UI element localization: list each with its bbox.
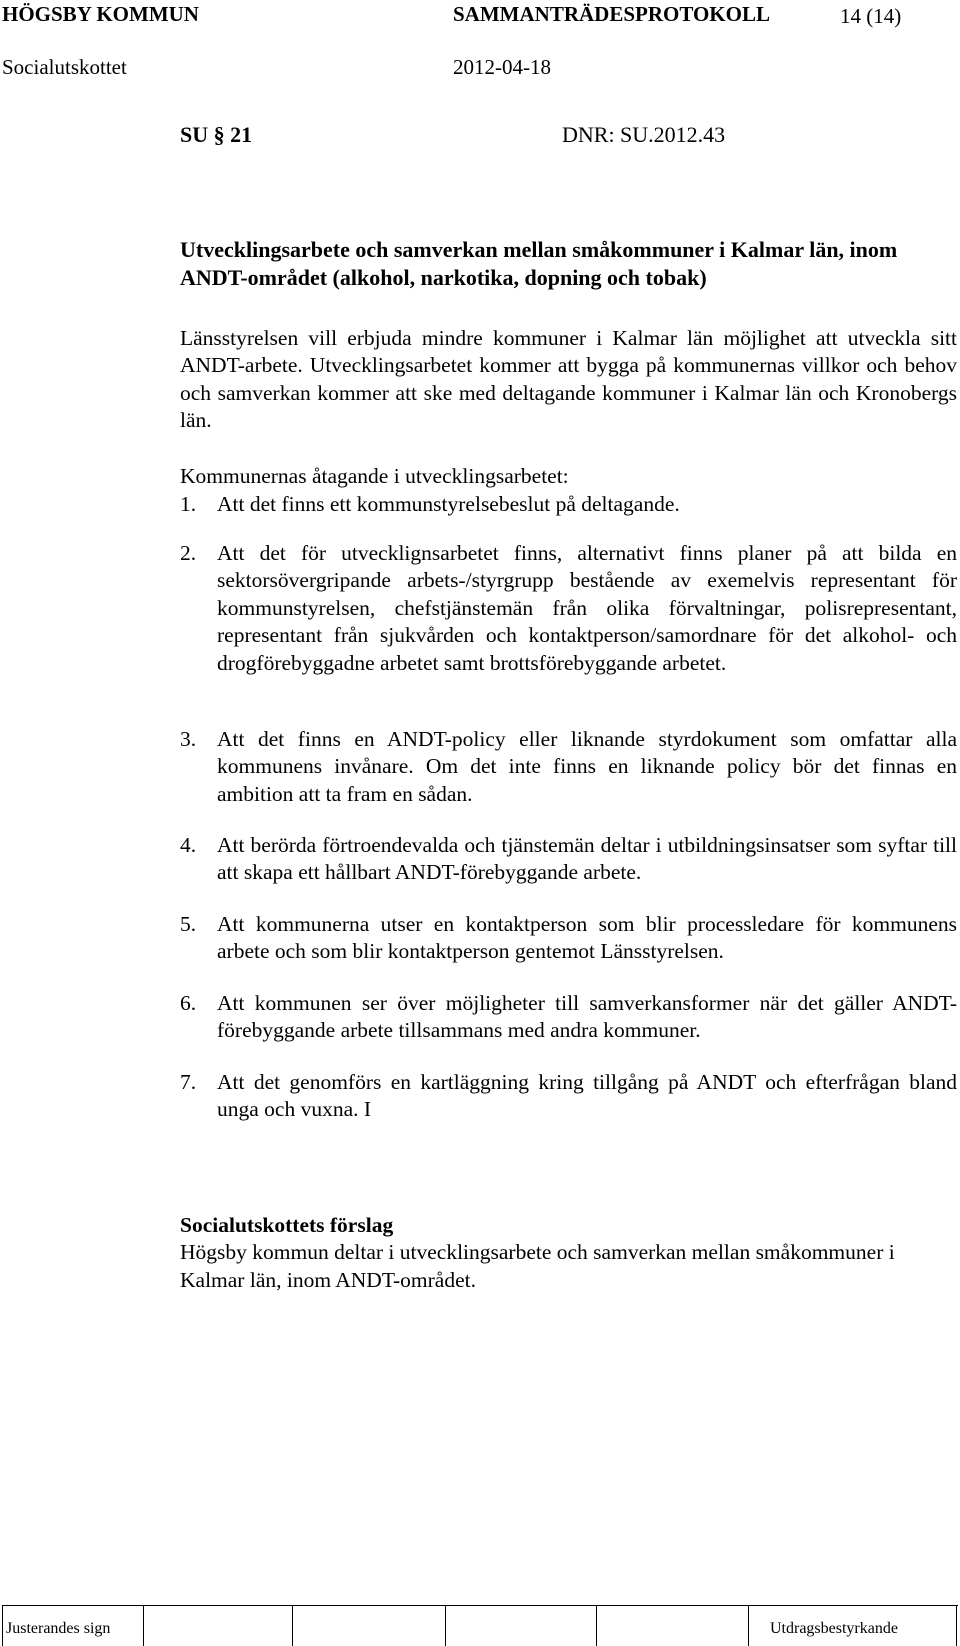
list-item [180, 1069, 957, 1124]
municipality-name: HÖGSBY KOMMUN [2, 2, 199, 26]
list-lead: Kommunernas åtagande i utvecklingsarbetet: [180, 464, 569, 488]
list-item-number: 1. [180, 492, 197, 516]
list-item-text: Att kommunerna utser en kontaktperson som blir processledare för kommunens arbete och som blir kontaktperson gentemot Länsstyrelsen. [217, 912, 957, 964]
list-item-text: Att berörda förtroendevalda och tjänstemän deltar i utbildningsinsatser som syftar till att skapa ett hållbart ANDT-förebyggande arbete. [217, 833, 957, 885]
list-item-text: Att kommunen ser över möjligheter till samverkansformer när det gäller ANDT-förebyggande arbete tillsammans med andra kommuner. [217, 991, 957, 1043]
list-item [180, 990, 957, 1045]
footer-sign-box-border [748, 1605, 749, 1646]
list-item-number: 5. [180, 912, 197, 936]
page-number: 14 (14) [840, 4, 902, 28]
list-item-number: 2. [180, 541, 197, 565]
proposal-block [180, 1212, 957, 1294]
list-item-number: 6. [180, 991, 197, 1015]
list-item-number: 4. [180, 833, 197, 857]
list-item [180, 726, 957, 808]
footer-utdragsbestyrkande: Utdragsbestyrkande [770, 1620, 898, 1637]
footer-justerandes-sign: Justerandes sign [6, 1620, 111, 1637]
footer-sign-box-border [143, 1605, 144, 1646]
list-item-text: Att det finns en ANDT-policy eller liknande styrdokument som omfattar alla kommunens invånare. Om det inte finns en liknande policy bör det finnas en ambition att ta fram en sådan. [217, 727, 957, 806]
footer-divider [2, 1605, 958, 1606]
footer-sign-box-border [445, 1605, 446, 1646]
footer-right-border [956, 1605, 957, 1646]
section-number: SU § 21 [180, 122, 253, 147]
case-number: DNR: SU.2012.43 [562, 122, 726, 147]
list-item-text: Att det finns ett kommunstyrelsebeslut på deltagande. [217, 492, 680, 516]
department: Socialutskottet [2, 55, 127, 79]
proposal-text: Högsby kommun deltar i utvecklingsarbete och samverkan mellan småkommuner i Kalmar län, inom ANDT-området. [180, 1240, 895, 1292]
proposal-title: Socialutskottets förslag [180, 1213, 394, 1237]
list-item [180, 911, 957, 966]
list-item [180, 540, 957, 677]
meeting-date: 2012-04-18 [453, 55, 551, 79]
footer-sign-box-border [292, 1605, 293, 1646]
list-item [180, 832, 957, 887]
footer-left-border [2, 1605, 3, 1646]
list-item-number: 7. [180, 1070, 197, 1094]
list-item [180, 491, 957, 518]
list-item-number: 3. [180, 727, 197, 751]
list-item-text: Att det för utvecklignsarbetet finns, alternativt finns planer på att bilda en sektorsövergripande arbets-/styrgrupp bestående av exemelvis representant för kommunstyrelsen, chefstjänstemän från olika förvaltningar, polisrepresentant, representant från sjukvården och kontaktperson/samordnare för det alkohol- och drogförebyggadne arbetet samt brottsförebyggande arbetet. [217, 541, 957, 675]
footer-sign-box-border [596, 1605, 597, 1646]
document-type: SAMMANTRÄDESPROTOKOLL [453, 2, 770, 26]
section-title: Utvecklingsarbete och samverkan mellan småkommuner i Kalmar län, inom ANDT-området (alkohol, narkotika, dopning och tobak) [180, 237, 898, 290]
intro-paragraph: Länsstyrelsen vill erbjuda mindre kommuner i Kalmar län möjlighet att utveckla sitt ANDT-arbete. Utvecklingsarbetet kommer att bygga på kommunernas villkor och behov och samverkan kommer att ske med deltagande kommuner i Kalmar län och Kronobergs län. [180, 326, 957, 433]
list-item-text: Att det genomförs en kartläggning kring tillgång på ANDT och efterfrågan bland unga och vuxna. I [217, 1070, 957, 1122]
